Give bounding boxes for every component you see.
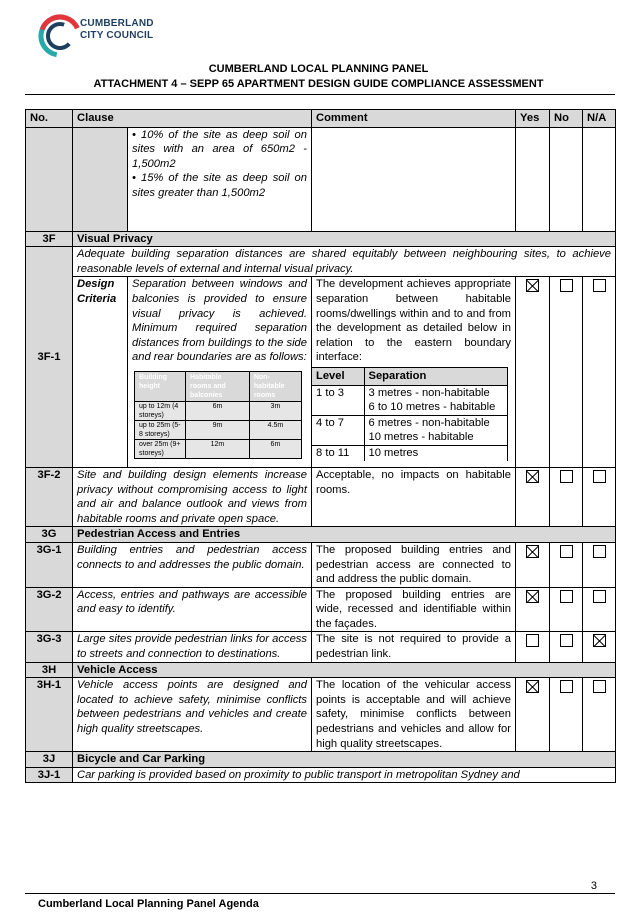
col-header-no: No. bbox=[26, 110, 73, 128]
na-checkbox[interactable] bbox=[593, 470, 606, 483]
page-number: 3 bbox=[590, 880, 597, 892]
comment-cell: The proposed building entries and pedestrian access are connected to and address the public domain. bbox=[312, 542, 516, 587]
yes-checkbox[interactable] bbox=[526, 680, 539, 693]
col-header-clause: Clause bbox=[73, 110, 312, 128]
clause-cell: Separation between windows and balconies is provided to ensure visual privacy is achieved. Minimum required separation distances from buildings to the side and rear boundaries are as follows: Building height Habitable rooms and balconies Non-habitable rooms up to 12m (4 storeys) 6m 3m up to 25m (5-8 storeys) 9m 4.5m over 25m (9+ storeys) 12m 6m bbox=[128, 277, 312, 468]
table-row bbox=[26, 587, 616, 632]
header-divider bbox=[25, 94, 615, 95]
logo-text: CUMBERLAND CITY COUNCIL bbox=[80, 18, 154, 41]
clause-number: 3G-3 bbox=[26, 632, 73, 662]
clause-cell: Access, entries and pathways are accessible and easy to identify. bbox=[73, 587, 312, 632]
section-title: Visual Privacy bbox=[73, 231, 616, 247]
section-row-3J: 3J Bicycle and Car Parking bbox=[26, 752, 616, 768]
col-header-yes: Yes bbox=[516, 110, 550, 128]
table-row bbox=[26, 467, 616, 526]
table-row bbox=[26, 127, 616, 231]
objective-row bbox=[26, 767, 616, 783]
clause-number: 3G-2 bbox=[26, 587, 73, 632]
comment-cell: The development achieves appropriate separation between habitable rooms/dwellings within and to and from the development as detailed below in relation to the eastern boundary interface: Level Separation 1 to 3 3 metres - non-habitable 6 to 10 metres - habitable 4 to 7 6 metres - non-habitable 10 metres - habitable 8 to 11 10 metres bbox=[312, 277, 516, 468]
compliance-table bbox=[25, 109, 616, 783]
yes-checkbox[interactable] bbox=[526, 279, 539, 292]
attachment-title: ATTACHMENT 4 – SEPP 65 APARTMENT DESIGN GUIDE COMPLIANCE ASSESSMENT bbox=[93, 78, 544, 90]
list-item: • 15% of the site as deep soil on sites greater than 1,500m2 bbox=[132, 172, 307, 199]
clause-cell bbox=[128, 127, 312, 231]
no-checkbox[interactable] bbox=[560, 545, 573, 558]
comment-cell: The site is not required to provide a pedestrian link. bbox=[312, 632, 516, 662]
no-checkbox[interactable] bbox=[560, 590, 573, 603]
clause-number: 3F-1 bbox=[26, 247, 73, 468]
no-checkbox[interactable] bbox=[560, 279, 573, 292]
yes-checkbox[interactable] bbox=[526, 590, 539, 603]
footer-divider bbox=[25, 893, 615, 894]
section-row-3H: 3H Vehicle Access bbox=[26, 662, 616, 678]
table-row bbox=[26, 277, 616, 468]
col-header-na: N/A bbox=[583, 110, 616, 128]
na-checkbox[interactable] bbox=[593, 279, 606, 292]
na-checkbox[interactable] bbox=[593, 680, 606, 693]
clause-cell: Vehicle access points are designed and located to achieve safety, minimise conflicts between pedestrians and vehicles and create high quality streetscapes. bbox=[73, 678, 312, 752]
no-checkbox[interactable] bbox=[560, 680, 573, 693]
list-item: • 10% of the site as deep soil on sites with an area of 650m2 - 1,500m2 bbox=[132, 128, 307, 170]
yes-checkbox[interactable] bbox=[526, 634, 539, 647]
level-separation-table: Level Separation 1 to 3 3 metres - non-habitable 6 to 10 metres - habitable 4 to 7 6 metres - non-habitable 10 metres - habitable 8 to 11 10 metres bbox=[312, 367, 508, 461]
clause-number: 3G-1 bbox=[26, 542, 73, 587]
section-row-3G: 3G Pedestrian Access and Entries bbox=[26, 527, 616, 543]
objective-row bbox=[26, 247, 616, 277]
objective-text: Car parking is provided based on proximity to public transport in metropolitan Sydney and bbox=[73, 767, 616, 783]
clause-number: 3F-2 bbox=[26, 467, 73, 526]
section-row-3F: 3F Visual Privacy bbox=[26, 231, 616, 247]
section-title: Vehicle Access bbox=[73, 662, 616, 678]
design-criteria-label: Design Criteria bbox=[73, 277, 128, 468]
comment-cell: The proposed building entries are wide, recessed and identifiable within the façades. bbox=[312, 587, 516, 632]
table-header-row bbox=[26, 110, 616, 128]
no-checkbox[interactable] bbox=[560, 470, 573, 483]
col-header-comment: Comment bbox=[312, 110, 516, 128]
separation-reference-table: Building height Habitable rooms and balconies Non-habitable rooms up to 12m (4 storeys) 6m 3m up to 25m (5-8 storeys) 9m 4.5m over 25m (9+ storeys) 12m 6m bbox=[134, 371, 302, 459]
table-row bbox=[26, 542, 616, 587]
comment-cell: Acceptable, no impacts on habitable rooms. bbox=[312, 467, 516, 526]
clause-cell: Building entries and pedestrian access connects to and addresses the public domain. bbox=[73, 542, 312, 587]
na-checkbox[interactable] bbox=[593, 590, 606, 603]
section-title: Bicycle and Car Parking bbox=[73, 752, 616, 768]
col-header-no-col: No bbox=[550, 110, 583, 128]
section-title: Pedestrian Access and Entries bbox=[73, 527, 616, 543]
table-row bbox=[26, 678, 616, 752]
panel-title: CUMBERLAND LOCAL PLANNING PANEL bbox=[208, 63, 429, 75]
footer-title: Cumberland Local Planning Panel Agenda bbox=[38, 898, 259, 910]
yes-checkbox[interactable] bbox=[526, 470, 539, 483]
na-checkbox[interactable] bbox=[593, 545, 606, 558]
clause-number: 3J-1 bbox=[26, 767, 73, 783]
table-row bbox=[26, 632, 616, 662]
na-checkbox[interactable] bbox=[593, 634, 606, 647]
clause-cell: Large sites provide pedestrian links for access to streets and connection to destinations. bbox=[73, 632, 312, 662]
comment-cell: The location of the vehicular access points is acceptable and will achieve safety, minimise conflicts between pedestrians and vehicles and allow for high quality streetscapes. bbox=[312, 678, 516, 752]
objective-text: Adequate building separation distances are shared equitably between neighbouring sites, to achieve reasonable levels of external and internal visual privacy. bbox=[73, 247, 616, 277]
clause-number: 3H-1 bbox=[26, 678, 73, 752]
no-checkbox[interactable] bbox=[560, 634, 573, 647]
clause-cell: Site and building design elements increase privacy without compromising access to light and air and balance outlook and views from habitable rooms and private open space. bbox=[73, 467, 312, 526]
yes-checkbox[interactable] bbox=[526, 545, 539, 558]
